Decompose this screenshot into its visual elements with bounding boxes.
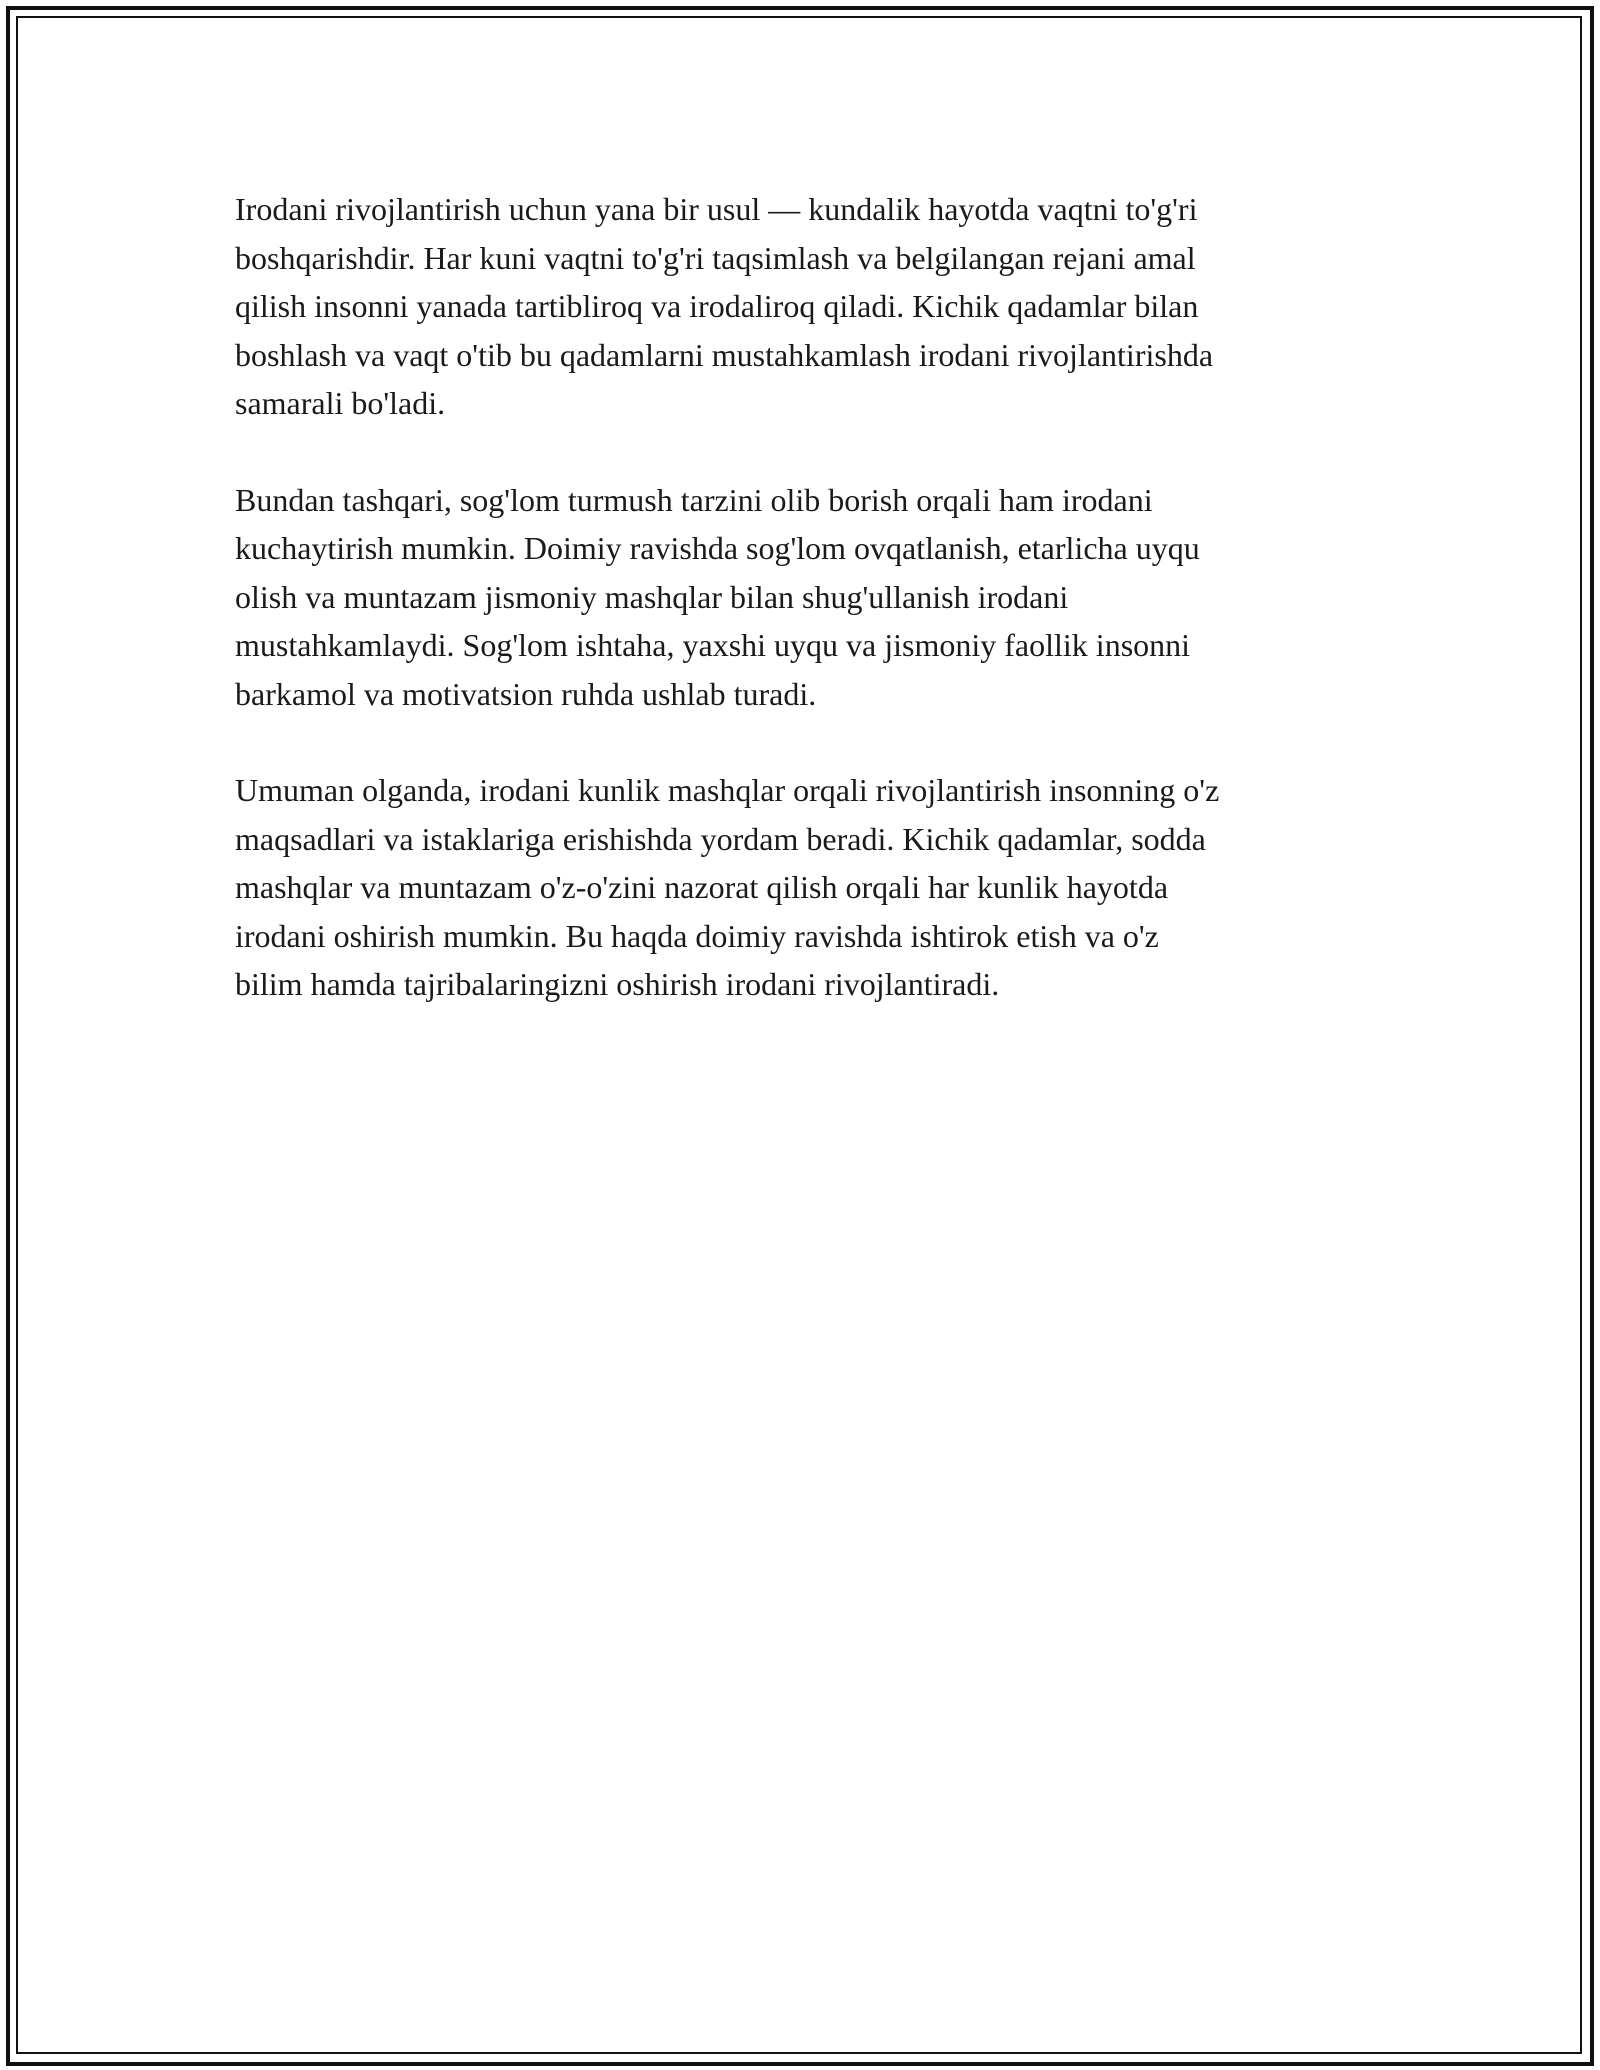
- paragraph-time-management: Irodani rivojlantirish uchun yana bir usul — kundalik hayotda vaqtni to'g'ri boshqarishdir. Har kuni vaqtni to'g'ri taqsimlash va belgilangan rejani amal qilish insonni yanada tartibliroq va irodaliroq qiladi. Kichik qadamlar bilan boshlash va vaqt o'tib bu qadamlarni mustahkamlash irodani rivojlantirishda samarali bo'ladi.: [235, 191, 1214, 421]
- document-body: [235, 185, 1385, 1057]
- paragraph-conclusion: Umuman olganda, irodani kunlik mashqlar orqali rivojlantirish insonning o'z maqsadlari va istaklariga erishishda yordam beradi. Kichik qadamlar, sodda mashqlar va muntazam o'z-o'zini nazorat qilish orqali har kunlik hayotda irodani oshirish mumkin. Bu haqda doimiy ravishda ishtirok etish va o'z bilim hamda tajribalaringizni oshirish irodani rivojlantiradi.: [235, 772, 1220, 1002]
- paragraph-healthy-lifestyle: Bundan tashqari, sog'lom turmush tarzini olib borish orqali ham irodani kuchaytirish mumkin. Doimiy ravishda sog'lom ovqatlanish, etarlicha uyqu olish va muntazam jismoniy mashqlar bilan shug'ullanish irodani mustahkamlaydi. Sog'lom ishtaha, yaxshi uyqu va jismoniy faollik insonni barkamol va motivatsion ruhda ushlab turadi.: [235, 481, 1200, 712]
